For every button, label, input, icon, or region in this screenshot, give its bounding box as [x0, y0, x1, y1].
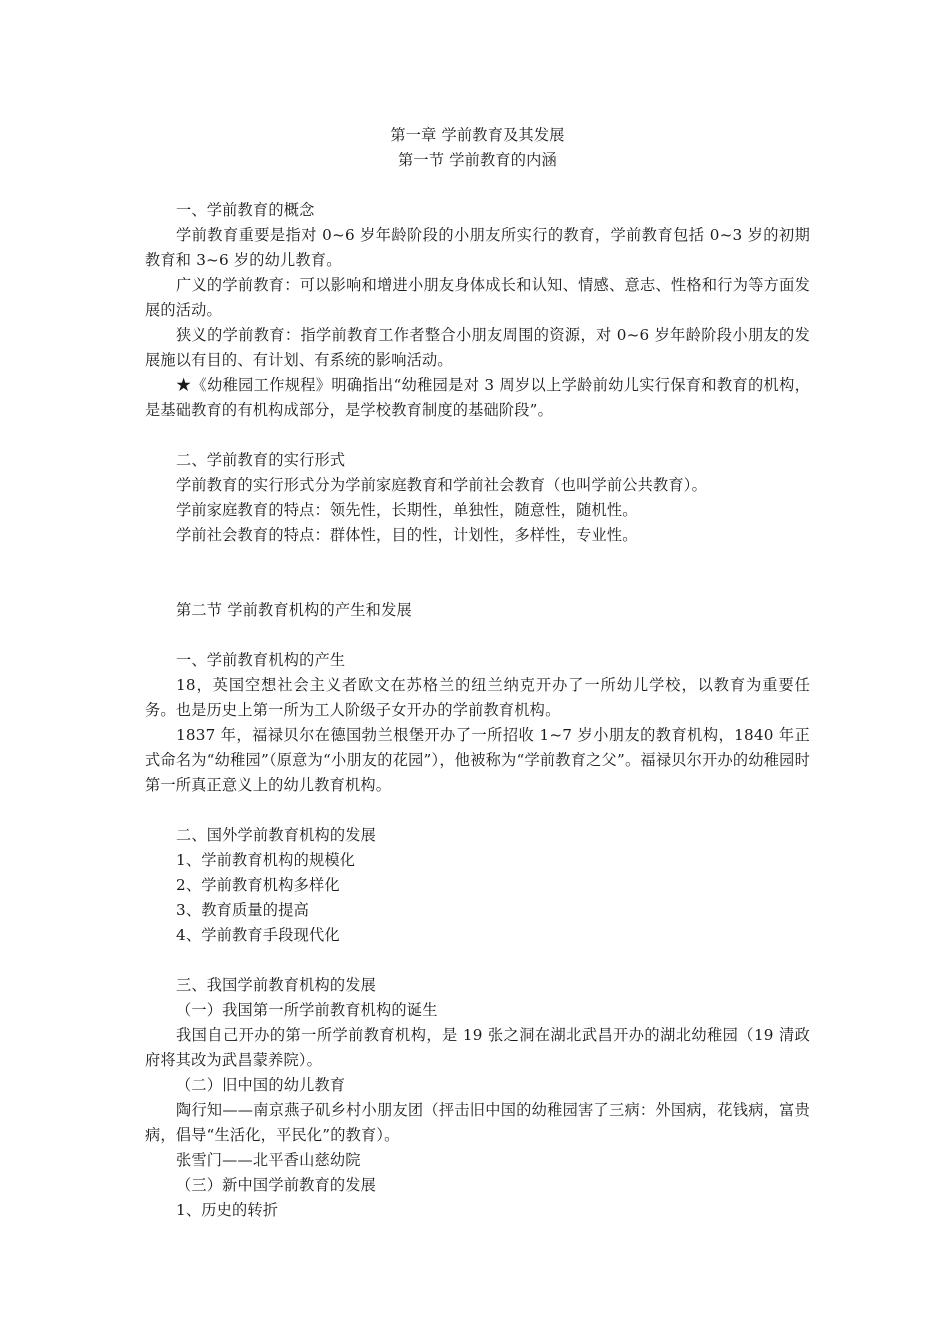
- heading-forms: 二、学前教育的实行形式: [176, 451, 346, 469]
- paragraph: 1837 年，福禄贝尔在德国勃兰根堡开办了一所招收 1~7 岁小朋友的教育机构，1840 年正式命名为“幼稚园”（原意为“小朋友的花园”），他被称为“学前教育之父”。福禄贝尔开办的幼稚园时第一所真正意义上的幼儿教育机构。: [145, 726, 810, 794]
- list-item: 3、教育质量的提高: [176, 901, 309, 919]
- paragraph: 18，英国空想社会主义者欧文在苏格兰的纽兰纳克开办了一所幼儿学校，以教育为重要任务。也是历史上第一所为工人阶级子女开办的学前教育机构。: [145, 676, 810, 719]
- section-title-1: 第一节 学前教育的内涵: [398, 151, 557, 169]
- list-item: 1、历史的转折: [176, 1201, 279, 1219]
- subheading: （二）旧中国的幼儿教育: [176, 1076, 346, 1094]
- paragraph: 我国自己开办的第一所学前教育机构，是 19 张之洞在湖北武昌开办的湖北幼稚园（19 清政府将其改为武昌蒙养院）。: [145, 1026, 810, 1069]
- list-item: 2、学前教育机构多样化: [176, 876, 340, 894]
- subheading: （三）新中国学前教育的发展: [176, 1176, 377, 1194]
- paragraph: 学前社会教育的特点：群体性，目的性，计划性，多样性，专业性。: [176, 526, 638, 544]
- subheading: （一）我国第一所学前教育机构的诞生: [176, 1001, 438, 1019]
- paragraph: 学前教育的实行形式分为学前家庭教育和学前社会教育（也叫学前公共教育）。: [176, 476, 707, 494]
- paragraph: 学前教育重要是指对 0~6 岁年龄阶段的小朋友所实行的教育，学前教育包括 0~3 岁的初期教育和 3~6 岁的幼儿教育。: [145, 226, 810, 269]
- paragraph: 狭义的学前教育：指学前教育工作者整合小朋友周围的资源，对 0~6 岁年龄阶段小朋友的发展施以有目的、有计划、有系统的影响活动。: [145, 326, 810, 369]
- heading-concept: 一、学前教育的概念: [176, 201, 315, 219]
- heading-origin: 一、学前教育机构的产生: [176, 651, 346, 669]
- paragraph: 陶行知——南京燕子矶乡村小朋友团（抨击旧中国的幼稚园害了三病：外国病，花钱病，富贵病，倡导“生活化，平民化”的教育）。: [145, 1101, 810, 1144]
- heading-china: 三、我国学前教育机构的发展: [176, 976, 377, 994]
- document-body: [145, 123, 810, 1223]
- heading-foreign: 二、国外学前教育机构的发展: [176, 826, 377, 844]
- chapter-title: 第一章 学前教育及其发展: [390, 126, 565, 144]
- list-item: 4、学前教育手段现代化: [176, 926, 340, 944]
- paragraph-regulation: ★《幼稚园工作规程》明确指出“幼稚园是对 3 周岁以上学龄前幼儿实行保育和教育的机构，是基础教育的有机构成部分，是学校教育制度的基础阶段”。: [145, 376, 810, 419]
- list-item: 1、学前教育机构的规模化: [176, 851, 356, 869]
- paragraph: 广义的学前教育：可以影响和增进小朋友身体成长和认知、情感、意志、性格和行为等方面发展的活动。: [145, 276, 810, 319]
- section-title-2: 第二节 学前教育机构的产生和发展: [176, 601, 412, 619]
- paragraph: 学前家庭教育的特点：领先性，长期性，单独性，随意性，随机性。: [176, 501, 638, 519]
- paragraph: 张雪门——北平香山慈幼院: [176, 1151, 361, 1169]
